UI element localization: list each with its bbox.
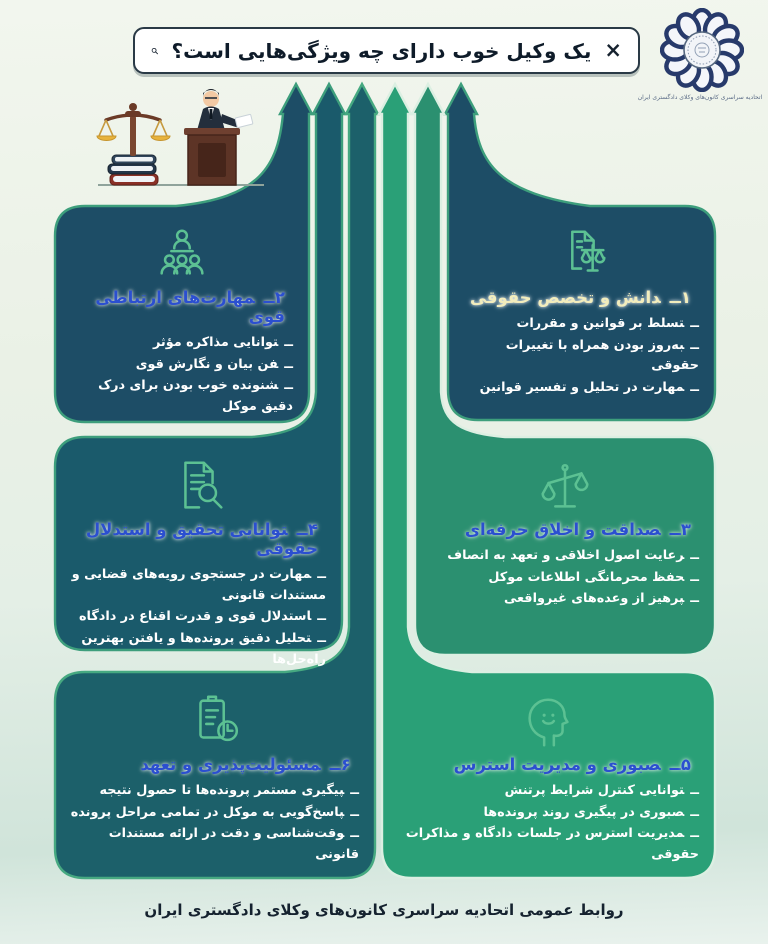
card-patience-stress: [382, 681, 715, 867]
card-bullet-list: [382, 774, 715, 867]
card-bullet-list: [448, 307, 715, 400]
lawyer-illustration: [92, 84, 270, 192]
card-bullet: ــمدیریت استرس در جلسات دادگاه و مذاکرات حقوقی: [405, 826, 699, 863]
card-number: ۴ــ: [296, 520, 318, 539]
card-bullet: ــشنونده خوب بودن برای درک دقیق موکل: [98, 378, 293, 415]
card-title: [448, 286, 715, 307]
commitment-clipboard-clock-icon: [184, 691, 246, 753]
card-bullet: ــمهارت در تحلیل و تفسیر قوانین: [479, 380, 699, 396]
podium: [184, 128, 240, 185]
card-bullet: ــحفظ محرمانگی اطلاعات موکل: [488, 569, 699, 585]
card-title-text: توانایی تحقیق و استدلال حقوقی: [85, 520, 318, 558]
close-icon[interactable]: ×: [604, 38, 622, 62]
card-title-text: صداقت و اخلاق حرفه‌ای: [464, 520, 661, 539]
card-bullet-list: [55, 558, 342, 672]
card-title: [382, 753, 715, 774]
card-title: [55, 286, 309, 326]
card-bullet-list: [55, 326, 309, 419]
card-communication-skills: [55, 214, 309, 419]
card-bullet: ــوقت‌شناسی و دقت در ارائه مستندات قانونی: [108, 826, 359, 863]
card-research-reasoning: [55, 446, 342, 672]
card-title-text: دانش و تخصص حقوقی: [469, 288, 661, 307]
card-title-text: مسئولیت‌پذیری و تعهد: [140, 755, 321, 774]
card-number: ۵ــ: [669, 755, 691, 774]
search-bar[interactable]: [133, 27, 640, 74]
logo-caption: اتحادیه سراسری کانون‌های وکلای دادگستری ایران: [637, 94, 763, 101]
card-number: ۳ــ: [669, 520, 691, 539]
card-number: ۱ــ: [669, 288, 691, 307]
card-bullet: ــبه‌روز بودن همراه با تغییرات حقوقی: [505, 337, 699, 374]
card-bullet: ــپاسخ‌گویی به موکل در تمامی مراحل پرونده: [70, 804, 359, 820]
card-bullet: ــمهارت در جستجوی رویه‌های قضایی و مستندات قانونی: [71, 567, 326, 603]
card-title: [415, 518, 715, 539]
card-bullet: ــتسلط بر قوانین و مقررات: [516, 316, 699, 331]
card-title-text: صبوری و مدیریت استرس: [453, 755, 661, 774]
law-document-scales-icon: [551, 224, 613, 286]
card-title-text: مهارت‌های ارتباطی قوی: [95, 288, 285, 326]
communication-team-icon: [151, 224, 213, 286]
lawyer-figure: [196, 89, 253, 134]
card-bullet: ــصبوری در پیگیری روند پرونده‌ها: [483, 804, 699, 820]
card-legal-knowledge: [448, 214, 715, 400]
card-bullet-list: [55, 774, 375, 867]
stress-management-head-icon: [518, 691, 580, 753]
scales-of-justice: [97, 103, 170, 156]
page-title: یک وکیل خوب دارای چه ویژگی‌هایی است؟: [171, 38, 592, 63]
card-bullet: ــفن بیان و نگارش قوی: [135, 356, 293, 372]
card-honesty-ethics: [415, 446, 715, 611]
card-bullet: ــتحلیل دقیق پرونده‌ها و یافتن بهترین راه‌حل‌ها: [81, 631, 326, 667]
card-number: ۶ــ: [329, 755, 351, 774]
footer-credit: روابط عمومی اتحادیه سراسری کانون‌های وکلای دادگستری ایران: [144, 901, 624, 919]
card-bullet-list: [415, 539, 715, 611]
law-books: [108, 155, 158, 185]
card-bullet: ــپرهیز از وعده‌های غیرواقعی: [504, 591, 699, 607]
search-icon[interactable]: [151, 39, 158, 63]
card-title: [55, 518, 342, 558]
card-number: ۲ــ: [263, 288, 285, 307]
card-responsibility-commitment: [55, 681, 375, 867]
card-bullet: ــاستدلال قوی و قدرت اقناع در دادگاه: [79, 609, 326, 625]
card-title: [55, 753, 375, 774]
bar-association-logo: [660, 8, 744, 92]
research-document-icon: [168, 456, 230, 518]
ethics-scales-icon: [534, 456, 596, 518]
card-bullet: ــپیگیری مستمر پرونده‌ها تا حصول نتیجه: [99, 783, 359, 798]
card-bullet: ــتوانایی کنترل شرایط پرتنش: [504, 783, 699, 798]
card-bullet: ــرعایت اصول اخلاقی و تعهد به انصاف: [447, 548, 699, 563]
card-bullet: ــتوانایی مذاکره مؤثر: [152, 335, 293, 350]
